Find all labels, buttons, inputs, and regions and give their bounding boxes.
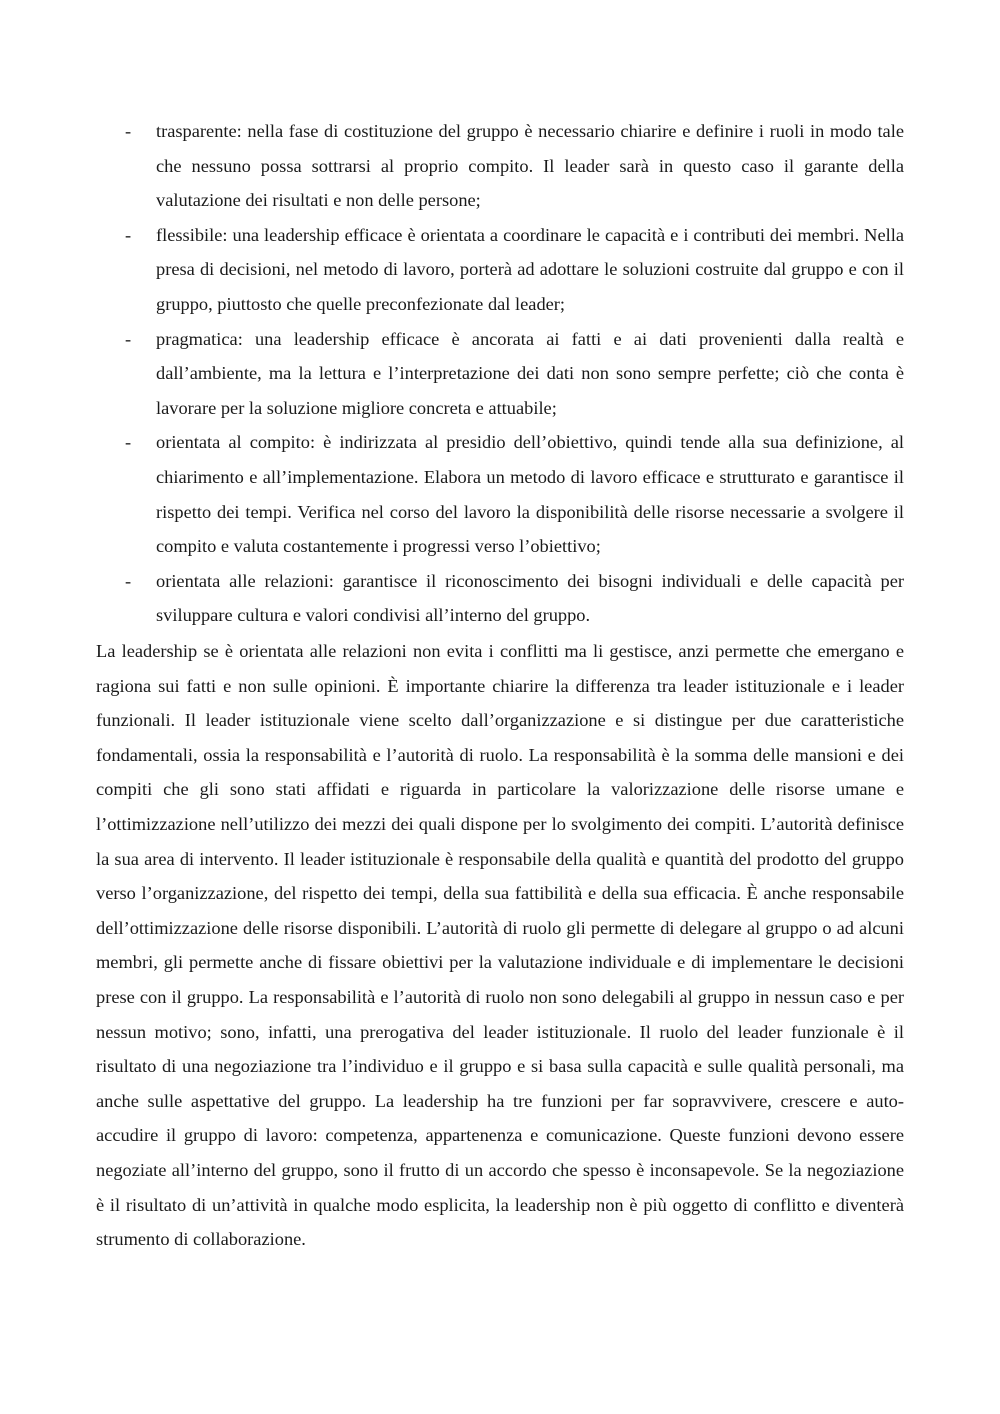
bullet-dash: -	[125, 432, 132, 453]
bullet-dash: -	[125, 328, 132, 349]
bullet-text: orientata alle relazioni: garantisce il riconoscimento dei bisogni individuali e delle capacità per sviluppare cultura e valori condivisi all’interno del gruppo.	[156, 570, 904, 626]
bullet-item-pragmatica	[96, 322, 904, 426]
bullet-list	[96, 114, 904, 633]
bullet-item-flessibile	[96, 218, 904, 322]
bullet-text: pragmatica: una leadership efficace è ancorata ai fatti e ai dati provenienti dalla realtà e dall’ambiente, ma la lettura e l’interpretazione dei dati non sono sempre perfette; ciò che conta è lavorare per la soluzione migliore concreta e attuabile;	[156, 328, 904, 418]
bullet-dash: -	[125, 224, 132, 245]
bullet-item-orientata-al-compito	[96, 425, 904, 563]
bullet-dash: -	[125, 570, 132, 591]
bullet-item-orientata-alle-relazioni	[96, 564, 904, 633]
bullet-text: flessibile: una leadership efficace è orientata a coordinare le capacità e i contributi dei membri. Nella presa di decisioni, nel metodo di lavoro, porterà ad adottare le soluzioni costruite dal gruppo e con il gruppo, piuttosto che quelle preconfezionate dal leader;	[156, 224, 904, 314]
bullet-text: trasparente: nella fase di costituzione del gruppo è necessario chiarire e definire i ruoli in modo tale che nessuno possa sottrarsi al proprio compito. Il leader sarà in questo caso il garante della valutazione dei risultati e non delle persone;	[156, 121, 904, 211]
bullet-dash: -	[125, 121, 132, 141]
bullet-item-trasparente	[96, 114, 904, 218]
body-paragraph: La leadership se è orientata alle relazioni non evita i conflitti ma li gestisce, anzi permette che emergano e ragiona sui fatti e non sulle opinioni. È importante chiarire la differenza tra leader istituzionale e i leader funzionali. Il leader istituzionale viene scelto dall’organizzazione e si distingue per due caratteristiche fondamentali, ossia la responsabilità e l’autorità di ruolo. La responsabilità è la somma delle mansioni e dei compiti che gli sono stati affidati e riguarda in particolare la valorizzazione delle risorse umane e l’ottimizzazione nell’utilizzo dei mezzi dei quali dispone per lo svolgimento dei compiti. L’autorità definisce la sua area di intervento. Il leader istituzionale è responsabile della qualità e quantità del prodotto del gruppo verso l’organizzazione, del rispetto dei tempi, della sua fattibilità e della sua efficacia. È anche responsabile dell’ottimizzazione delle risorse disponibili. L’autorità di ruolo gli permette di delegare al gruppo o ad alcuni membri, gli permette anche di fissare obiettivi per la valutazione individuale e di implementare le decisioni prese con il gruppo. La responsabilità e l’autorità di ruolo non sono delegabili al gruppo in nessun caso e per nessun motivo; sono, infatti, una prerogativa del leader istituzionale. Il ruolo del leader funzionale è il risultato di una negoziazione tra l’individuo e il gruppo e si basa sulla capacità e sulle qualità personali, ma anche sulle aspettative del gruppo. La leadership ha tre funzioni per far sopravvivere, crescere e auto-accudire il gruppo di lavoro: competenza, appartenenza e comunicazione. Queste funzioni devono essere negoziate all’interno del gruppo, sono il frutto di un accordo che spesso è inconsapevole. Se la negoziazione è il risultato di un’attività in qualche modo esplicita, la leadership non è più oggetto di conflitto e diventerà strumento di collaborazione.	[96, 641, 904, 1250]
bullet-text: orientata al compito: è indirizzata al presidio dell’obiettivo, quindi tende alla sua definizione, al chiarimento e all’implementazione. Elabora un metodo di lavoro efficace e strutturato e garantisce il rispetto dei tempi. Verifica nel corso del lavoro la disponibilità delle risorse necessarie a svolgere il compito e valuta costantemente i progressi verso l’obiettivo;	[156, 432, 904, 557]
